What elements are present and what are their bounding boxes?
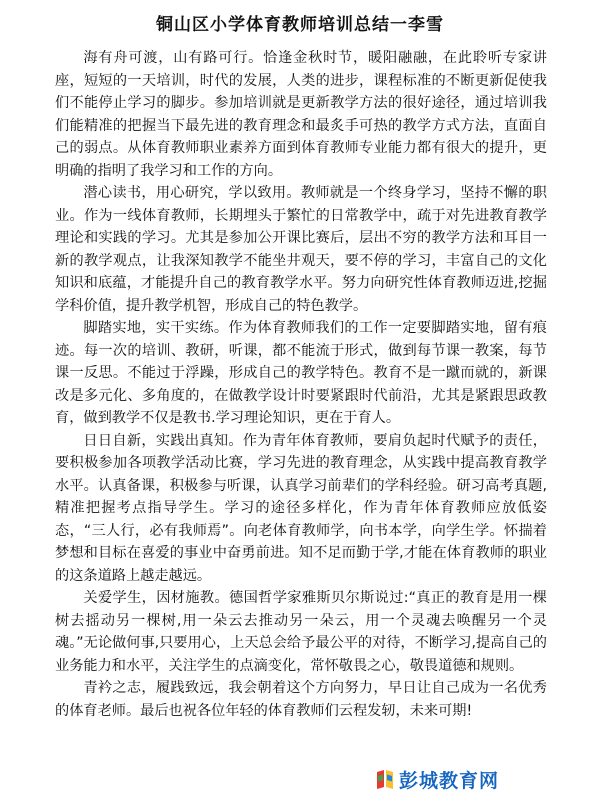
paragraph-6: 青衿之志，履践致远，我会朝着这个方向努力，早日让自己成为一名优秀的体育老师。最后也祝各位年轻的体育教师们云程发轫，未来可期! — [55, 680, 547, 719]
book-logo-icon — [375, 768, 395, 790]
document-title: 铜山区小学体育教师培训总结一李雪 — [156, 15, 444, 35]
paragraph-2: 潜心读书，用心研究，学以致用。教师就是一个终身学习，坚持不懈的职业。作为一线体育教师，长期埋头于繁忙的日常教学中，疏于对先进教育教学理论和实践的学习。尤其是参加公开课比赛后，层出不穷的教学方法和耳目一新的教学观点，让我深知教学不能坐井观天，要不停的学习，丰富自己的文化知识和底蕴，才能提升自己的教育教学水平。努力向研究性体育教师迈进,挖掘学科价值，提升教学机智，形成自己的特色教学。 — [55, 185, 547, 314]
watermark-text: 彭城教育网 — [399, 769, 500, 792]
document-body — [55, 47, 547, 722]
paragraph-5: 关爱学生，因材施教。德国哲学家雅斯贝尔斯说过:“真正的教育是用一棵树去摇动另一棵树,用一朵云去推动另一朵云，用一个灵魂去唤醒另一个灵魂。”无论做何事,只要用心，上天总会给予最公平的对待，不断学习,提高自己的业务能力和水平，关注学生的点滴变化，常怀敬畏之心，敬畏道德和规则。 — [55, 590, 547, 674]
paragraph-1: 海有舟可渡，山有路可行。恰逢金秋时节，暖阳融融，在此聆听专家讲座，短短的一天培训，时代的发展，人类的进步，课程标准的不断更新促使我们不能停止学习的脚步。参加培训就是更新教学方法的很好途径，通过培训我们能精准的把握当下最先进的教育理念和最炙手可热的教学方式方法，直面自己的弱点。从体育教师职业素养方面到体育教师专业能力都有很大的提升，更明确的指明了我学习和工作的方向。 — [55, 50, 547, 179]
site-watermark — [375, 764, 499, 794]
paragraph-3: 脚踏实地，实干实练。作为体育教师我们的工作一定要脚踏实地，留有痕迹。每一次的培训、教研，听课，都不能流于形式，做到每节课一教案，每节课一反思。不能过于浮躁，形成自己的教学特色。教育不是一蹴而就的，新课改是多元化、多角度的，在做教学设计时要紧跟时代前沿，尤其是紧跟思政教育，做到教学不仅是教书.学习理论知识，更在于育人。 — [55, 320, 547, 426]
paragraph-4: 日日自新，实践出真知。作为青年体育教师，要肩负起时代赋予的责任，要积极参加各项教学活动比赛，学习先进的教育理念，从实践中提高教育教学水平。认真备课，积极参与听课，认真学习前辈们的学科经验。研习高考真题,精准把握考点指导学生。学习的途径多样化，作为青年体育教师应放低姿态，“三人行，必有我师焉”。向老体育教师学，向书本学，向学生学。怀揣着梦想和目标在喜爱的事业中奋勇前进。知不足而勤于学,才能在体育教师的职业的这条道路上越走越远。 — [55, 432, 547, 584]
